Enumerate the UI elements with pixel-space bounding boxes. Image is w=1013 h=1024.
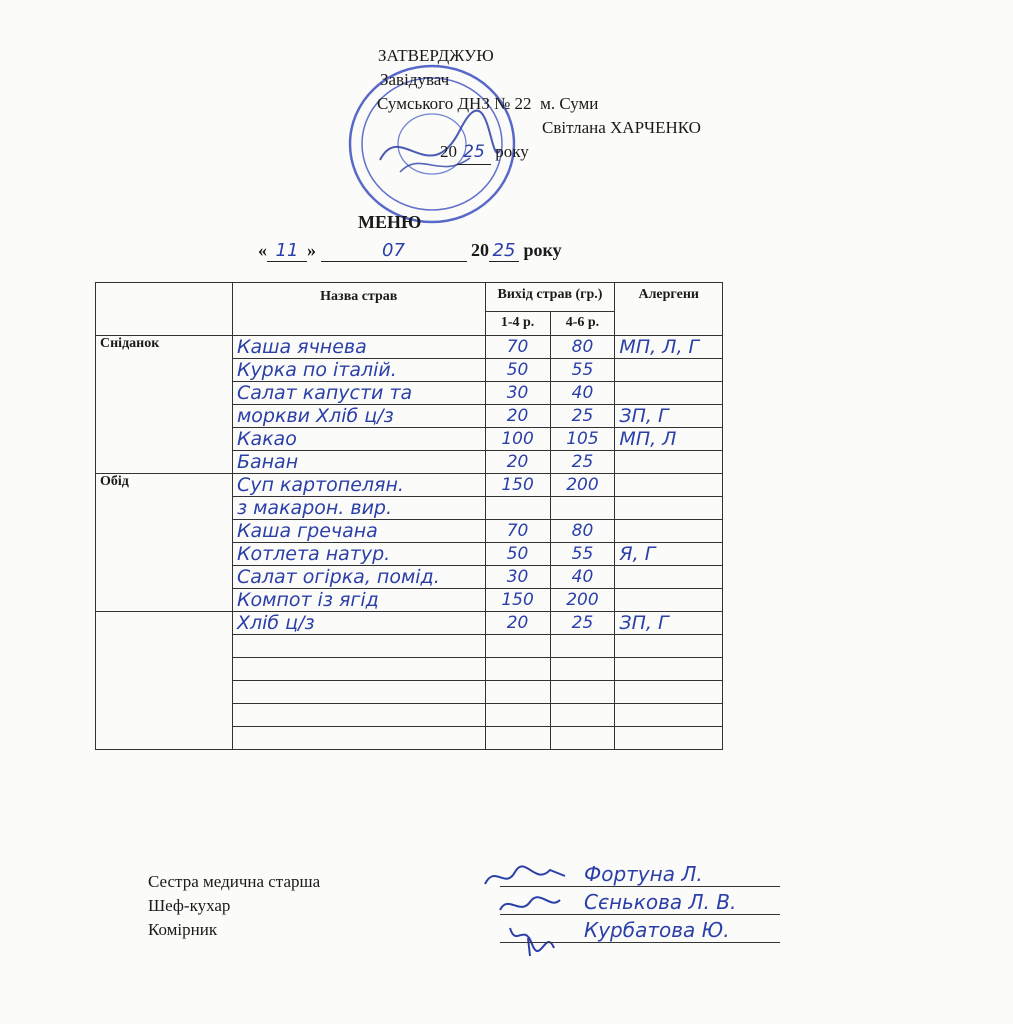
portion-4-6: 25 bbox=[550, 451, 615, 474]
approval-year: 20 25 року bbox=[440, 140, 701, 165]
portion-4-6: 55 bbox=[550, 359, 615, 382]
portion-4-6: 80 bbox=[550, 336, 615, 359]
header-dish: Назва страв bbox=[232, 283, 485, 336]
allergens bbox=[615, 451, 723, 474]
dish-name: Каша ячнева bbox=[232, 336, 485, 359]
portion-1-4 bbox=[485, 658, 550, 681]
dish-name: Курка по італій. bbox=[232, 359, 485, 382]
approval-block bbox=[378, 44, 701, 165]
menu-year-handwritten: 25 bbox=[489, 240, 519, 262]
storekeeper-signature-scribble bbox=[480, 918, 570, 958]
allergens: ЗП, Г bbox=[615, 612, 723, 635]
portion-1-4: 70 bbox=[485, 336, 550, 359]
allergens bbox=[615, 474, 723, 497]
allergens bbox=[615, 359, 723, 382]
storekeeper-name: Курбатова Ю. bbox=[584, 918, 730, 942]
menu-day: 11 bbox=[267, 240, 307, 262]
header-allergens: Алергени bbox=[615, 283, 723, 336]
dish-name: Салат капусти та bbox=[232, 382, 485, 405]
meal-label bbox=[96, 612, 233, 750]
portion-1-4: 150 bbox=[485, 474, 550, 497]
portion-4-6: 80 bbox=[550, 520, 615, 543]
chef-signature-row bbox=[480, 890, 780, 918]
portion-1-4: 20 bbox=[485, 612, 550, 635]
table-row bbox=[96, 612, 723, 635]
portion-1-4: 20 bbox=[485, 405, 550, 428]
allergens: ЗП, Г bbox=[615, 405, 723, 428]
chef-signature-scribble bbox=[480, 890, 570, 920]
approval-institution bbox=[377, 92, 701, 116]
portion-1-4 bbox=[485, 681, 550, 704]
institution-city: м. Суми bbox=[540, 94, 599, 113]
portion-4-6: 40 bbox=[550, 382, 615, 405]
portion-1-4: 150 bbox=[485, 589, 550, 612]
portion-1-4 bbox=[485, 727, 550, 750]
portion-4-6 bbox=[550, 681, 615, 704]
portion-4-6 bbox=[550, 635, 615, 658]
allergens bbox=[615, 681, 723, 704]
approval-year-handwritten: 25 bbox=[457, 140, 491, 165]
dish-name bbox=[232, 635, 485, 658]
portion-1-4: 50 bbox=[485, 359, 550, 382]
allergens bbox=[615, 520, 723, 543]
portion-4-6 bbox=[550, 497, 615, 520]
portion-1-4: 50 bbox=[485, 543, 550, 566]
storekeeper-label: Комірник bbox=[148, 920, 218, 939]
table-row bbox=[96, 474, 723, 497]
portion-4-6: 200 bbox=[550, 474, 615, 497]
dish-name: Суп картопелян. bbox=[232, 474, 485, 497]
portion-1-4: 70 bbox=[485, 520, 550, 543]
header-output: Вихід страв (гр.) bbox=[485, 283, 615, 312]
allergens: МП, Л, Г bbox=[615, 336, 723, 359]
storekeeper-signature-row bbox=[480, 918, 780, 946]
allergens: Я, Г bbox=[615, 543, 723, 566]
dish-name: Каша гречана bbox=[232, 520, 485, 543]
nurse-signature-scribble bbox=[480, 862, 570, 892]
portion-4-6: 55 bbox=[550, 543, 615, 566]
allergens bbox=[615, 589, 723, 612]
header-age-4-6: 4-6 р. bbox=[550, 311, 615, 335]
portion-4-6 bbox=[550, 658, 615, 681]
institution-name: Сумського ДНЗ № 22 bbox=[377, 94, 532, 113]
dish-name: Банан bbox=[232, 451, 485, 474]
portion-1-4: 100 bbox=[485, 428, 550, 451]
menu-month: 07 bbox=[321, 240, 467, 262]
dish-name: Хліб ц/з bbox=[232, 612, 485, 635]
allergens bbox=[615, 658, 723, 681]
signature-labels bbox=[148, 870, 320, 942]
portion-1-4 bbox=[485, 704, 550, 727]
table-row bbox=[96, 336, 723, 359]
dish-name: з макарон. вир. bbox=[232, 497, 485, 520]
chef-label: Шеф-кухар bbox=[148, 896, 231, 915]
portion-4-6: 105 bbox=[550, 428, 615, 451]
allergens bbox=[615, 727, 723, 750]
portion-1-4: 30 bbox=[485, 566, 550, 589]
dish-name bbox=[232, 681, 485, 704]
dish-name bbox=[232, 727, 485, 750]
portion-4-6: 25 bbox=[550, 612, 615, 635]
nurse-signature-row bbox=[480, 862, 780, 890]
allergens bbox=[615, 382, 723, 405]
dish-name: Какао bbox=[232, 428, 485, 451]
dish-name: моркви Хліб ц/з bbox=[232, 405, 485, 428]
portion-4-6: 200 bbox=[550, 589, 615, 612]
chef-name: Сєнькова Л. В. bbox=[584, 890, 737, 914]
portion-1-4 bbox=[485, 497, 550, 520]
allergens: МП, Л bbox=[615, 428, 723, 451]
signature-area bbox=[480, 862, 780, 946]
portion-1-4: 30 bbox=[485, 382, 550, 405]
allergens bbox=[615, 497, 723, 520]
portion-4-6 bbox=[550, 727, 615, 750]
header-meal bbox=[96, 283, 233, 336]
dish-name: Салат огірка, помід. bbox=[232, 566, 485, 589]
portion-1-4: 20 bbox=[485, 451, 550, 474]
menu-table bbox=[95, 282, 723, 750]
dish-name bbox=[232, 658, 485, 681]
nurse-label: Сестра медична старша bbox=[148, 872, 321, 891]
menu-date: « 11 » 07 20 25 року bbox=[258, 240, 562, 261]
header-age-1-4: 1-4 р. bbox=[485, 311, 550, 335]
allergens bbox=[615, 635, 723, 658]
approval-heading: ЗАТВЕРДЖУЮ bbox=[378, 46, 494, 65]
portion-4-6 bbox=[550, 704, 615, 727]
dish-name: Котлета натур. bbox=[232, 543, 485, 566]
approval-signer: Світлана ХАРЧЕНКО bbox=[542, 118, 701, 137]
meal-label: Сніданок bbox=[96, 336, 233, 474]
menu-title: МЕНЮ bbox=[358, 212, 422, 232]
portion-4-6: 40 bbox=[550, 566, 615, 589]
allergens bbox=[615, 566, 723, 589]
meal-label: Обід bbox=[96, 474, 233, 612]
dish-name bbox=[232, 704, 485, 727]
menu-table-body bbox=[96, 336, 723, 750]
approval-position: Завідувач bbox=[380, 70, 450, 89]
portion-4-6: 25 bbox=[550, 405, 615, 428]
dish-name: Компот із ягід bbox=[232, 589, 485, 612]
nurse-name: Фортуна Л. bbox=[584, 862, 703, 886]
allergens bbox=[615, 704, 723, 727]
portion-1-4 bbox=[485, 635, 550, 658]
